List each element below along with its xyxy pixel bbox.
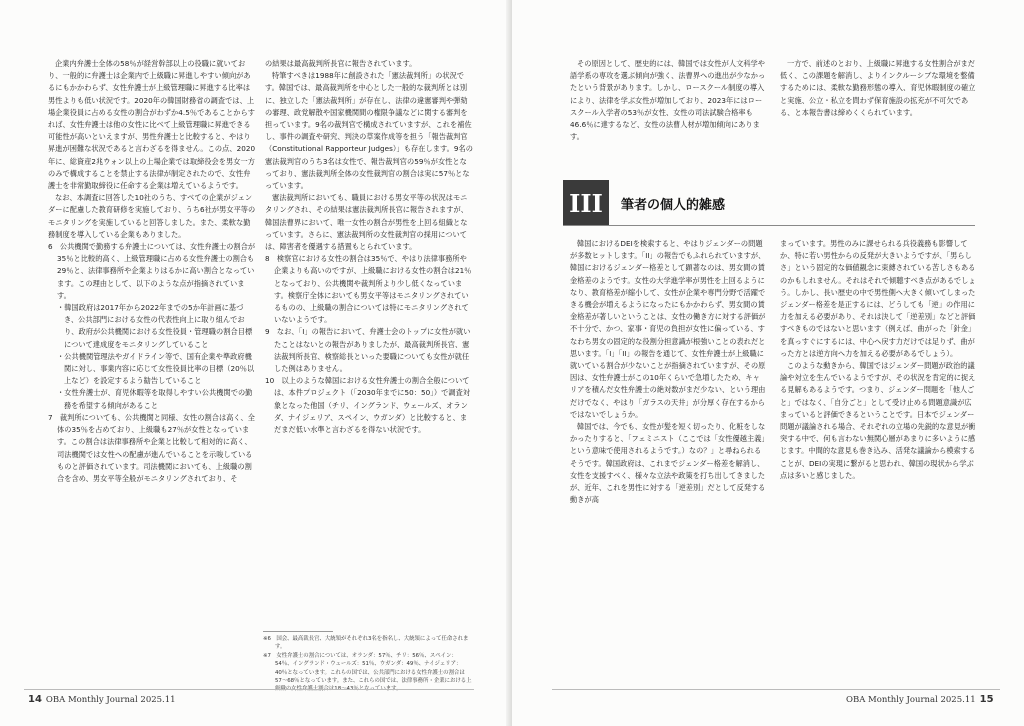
paragraph: 10 以上のような韓国における女性弁護士の割合全般については、本件プロジェクト（「2030年までに50：50」）で調査対象となった他国（チリ、イングランド、ウェールズ、オランダ、ナイジェリア、スペイン、ウガンダ）と比較すると、まだまだ低い水準と言わざるを得ない状況です。 bbox=[265, 376, 471, 435]
paragraph: 7 裁判所についても、公共機関と同様、女性の割合は高く、全体の35％を占めており、上級職も27％が女性となっています。この割合は法律事務所や企業と比較して相対的に高く、司法機関では女性への配慮が進んでいることを示唆しているものと評価されています。司法機関においても、上級職の割合を含め、男女平等全般がモニタリングされており、そ bbox=[48, 412, 255, 483]
journal-name: OBA Monthly Journal 2025.11 bbox=[45, 695, 176, 705]
paragraph: ・韓国政府は2017年から2022年までの5か年計画に基づき、公共部門における女性の代表性向上に取り組んでおり、政府が公共機関における女性役員・管理職の割合目標について達成度をモニタリングしていること bbox=[57, 303, 253, 349]
left-column-2 bbox=[265, 58, 473, 618]
paragraph: 韓国におけるDEIを検索すると、やはりジェンダーの問題が多数ヒットします。「II」の報告でもふれられていますが、韓国におけるジェンダー格差として顕著なのは、男女間の賃金格差のようです。女性の大学進学率が男性を上回るようになり、教育格差が縮小して、女性が企業や専門分野で活躍できる機会が増えるようになったにもかかわらず、男女間の賃金格差が著しいということは、女性の働き方に対する評価が不十分で、かつ、家事・育児の負担が女性に偏っている、すなわち男女の固定的な役割分担意識が根強いことの表れだと思います。「I」「II」の報告を通じて、女性弁護士が上級職に就いている割合が少ないことが指摘されていますが、その原因は、女性弁護士がこの10年くらいで急増したため、キャリアを積んだ女性弁護士の絶対数がまだ少ない、という理由だけでなく、やはり「ガラスの天井」が分厚く存在するからではないでしょうか。 bbox=[570, 239, 766, 419]
paragraph: 韓国では、今でも、女性が髪を短く切ったり、化粧をしなかったりすると、「フェミニスト（ここでは「女性優越主義」という意味で使用されるようです。）なの？」と尋ねられるそうです。韓国政府は、これまでジェンダー格差を解消し、女性を支援すべく、様々な立法や政策を打ち出してきましたが、近年、これを男性に対する「逆差別」だとして反発する動きが高 bbox=[570, 422, 766, 505]
paragraph: ・公共機関管理法やガイドライン等で、国有企業や準政府機関に対し、事業内容に応じて女性役員比率の目標（20％以上など）を設定するよう勧告していること bbox=[57, 351, 255, 386]
paragraph: その原因として、歴史的には、韓国では女性が人文科学や語学系の専攻を選ぶ傾向が強く、法曹界への進出が少なかったという背景があります。しかし、ロースクール制度の導入により、法律を学ぶ女性が増加しており、2023年にはロースクール入学者の53％が女性、女性の司法試験合格率も46.6％に達するなど、女性の法曹人材が増加傾向にあります。 bbox=[570, 59, 766, 142]
paragraph: なお、本調査に回答した10社のうち、すべての企業がジェンダーに配慮した教育研修を実施しており、うち6社が男女平等のモニタリングを実施していると回答しました。また、柔軟な勤務制度を導入している企業もありました。 bbox=[48, 193, 256, 239]
section-underline bbox=[563, 225, 975, 226]
paragraph: 9 なお、「I」の報告において、弁護士会のトップに女性が就いたことはないとの報告がありましたが、最高裁判所長官、憲法裁判所長官、検察総長といった要職についても女性が就任した例はありません。 bbox=[265, 327, 471, 374]
paragraph: まっています。男性のみに課せられる兵役義務も影響してか、特に若い男性からの反発が大きいようですが、「男らしさ」という固定的な価値観念に束縛されている苦しさもあるのかもしれません。それはそれで傾聴すべき点があるでしょう。しかし、長い歴史の中で男性側へ大きく傾いてしまったジェンダー格差を是正するには、どうしても「逆」の作用に力を加える必要があり、それは決して「逆差別」などと評価すべきものではないと思います（例えば、曲がった「針金」を真っすぐにするには、中心へ戻す力だけでは足りず、曲がった方とは逆方向へ力を加える必要があるでしょう）。 bbox=[780, 239, 976, 358]
paragraph: 憲法裁判所においても、職員における男女平等の状況はモニタリングされ、その結果は憲法裁判所長官に報告されますが、韓国法曹界において、唯一女性の割合が男性を上回る組織となっています。さらに、憲法裁判所の女性裁判官の採用については、障害者を優遇する措置もとられています。 bbox=[265, 193, 468, 252]
section-heading bbox=[563, 180, 975, 226]
footer-rule-right bbox=[552, 689, 1000, 690]
right-top-column-2 bbox=[780, 58, 977, 170]
footnote-rule bbox=[263, 631, 333, 632]
right-column-1 bbox=[570, 238, 767, 678]
paragraph: 企業内弁護士全体の58％が経営幹部以上の役職に就いており、一般的に弁護士は企業内で上級職に昇進しやすい傾向があるにもかかわらず、女性弁護士が上級管理職に昇進する比率は男性よりも低い状況です。2020年の韓国財務省の調査では、上場企業役員に占める女性の割合がわずか4.5％であることからすれば、女性弁護士は他の女性に比べて上級管理職に昇進できる可能性が高いといえますが、男性弁護士と比較すると、やはり昇進が困難な状況であると言わざるを得ません。この点、2020年に、総資産2兆ウォン以上の上場企業では取締役会を男女一方のみで構成することを禁止する法律が制定されたので、女性弁護士を非常勤取締役に任命する企業は増えているようです。 bbox=[48, 59, 256, 191]
section-title: 筆者の個人的雑感 bbox=[621, 198, 726, 213]
journal-name: OBA Monthly Journal 2025.11 bbox=[846, 695, 976, 705]
footer-right bbox=[846, 694, 998, 705]
left-column-1 bbox=[48, 58, 256, 676]
footnote-7: ※7 女性弁護士の割合については、オランダ：57％、チリ：56％、スペイン：54％、イングランド・ウェールズ：51％、ウガンダ：49％、ナイジェリア：40％となっています。これらの国では、公共部門における女性弁護士の割合は57〜68％となっています。また、これらの国では、法律事務所・企業における上級職の女性弁護士割合は18〜43％となっています。 bbox=[263, 652, 472, 693]
paragraph: 特筆すべきは1988年に創設された「憲法裁判所」の状況です。韓国では、最高裁判所を中心とした一般的な裁判所とは別に、独立した「憲法裁判所」が存在し、法律の違憲審判や弾劾の審理、政党解散や国家機関間の権限争議などに関する審判を担っています。9名の裁判官で構成されていますが、これを補佐し、事件の調査や研究、判決の草案作成等を担う「報告裁判官（Constitutional Rapporteur Judges）」も存在します。9名の憲法裁判官のうち3名は女性で、報告裁判官の59％が女性となっており、憲法裁判所全体の女性裁判官の割合は実に57％となっています。 bbox=[265, 71, 473, 191]
footer-rule-left bbox=[24, 689, 474, 690]
footer-left bbox=[24, 694, 176, 705]
page-number: 15 bbox=[979, 694, 994, 705]
right-column-2 bbox=[780, 238, 977, 678]
paragraph: 6 公共機関で勤務する弁護士については、女性弁護士の割合が35％と比較的高く、上級管理職に占める女性弁護士の割合も29％と、法律事務所や企業よりはるかに高い割合となっています。この理由として、以下のような点が指摘されています。 bbox=[48, 242, 256, 300]
paragraph: 8 検察官における女性の割合は35％で、やはり法律事務所や企業よりも高いのですが、上級職における女性の割合は21％となっており、公共機関や裁判所より少し低くなっています。検察庁全体においても男女平等はモニタリングされているものの、上級職の割合については特にモニタリングされていないようです。 bbox=[265, 254, 472, 325]
footnotes bbox=[263, 631, 473, 694]
page-number: 14 bbox=[28, 694, 42, 705]
paragraph: 一方で、前述のとおり、上級職に昇進する女性割合がまだ低く、この課題を解消し、よりインクルーシブな環境を整備するためには、柔軟な勤務形態の導入、育児休暇制度の確立と実施、公立・私立を問わず保育施設の拡充が不可欠である、と本報告書は締めくくられています。 bbox=[780, 59, 976, 117]
footnote-6: ※6 国会、最高裁長官、大統領がそれぞれ3名を指名し、大統領によって任命されます。 bbox=[263, 636, 469, 651]
right-top-column-1 bbox=[570, 58, 767, 170]
section-number: III bbox=[563, 180, 609, 226]
paragraph: このような動きから、韓国ではジェンダー問題が政治的議論や対立を生んでいるようですが、その状況を肯定的に捉える見解もあるようです。つまり、ジェンダー問題を「他人ごと」ではなく、「自分ごと」として受け止める問題意識が広まっていると評価できるということです。日本でジェンダー問題が議論される場合、それぞれの立場の先鋭的な意見が衝突する中で、何も言わない無関心層があまりに多いように感じます。中間的な意見も巻き込み、活発な議論から模索することが、DEIの実現に繋がると思われ、韓国の現状から学ぶ点は多いと感じました。 bbox=[780, 361, 976, 480]
paragraph: の結果は最高裁判所長官に報告されています。 bbox=[265, 59, 417, 68]
paragraph: ・女性弁護士が、育児休暇等を取得しやすい公共機関での勤務を希望する傾向があること bbox=[57, 388, 253, 410]
